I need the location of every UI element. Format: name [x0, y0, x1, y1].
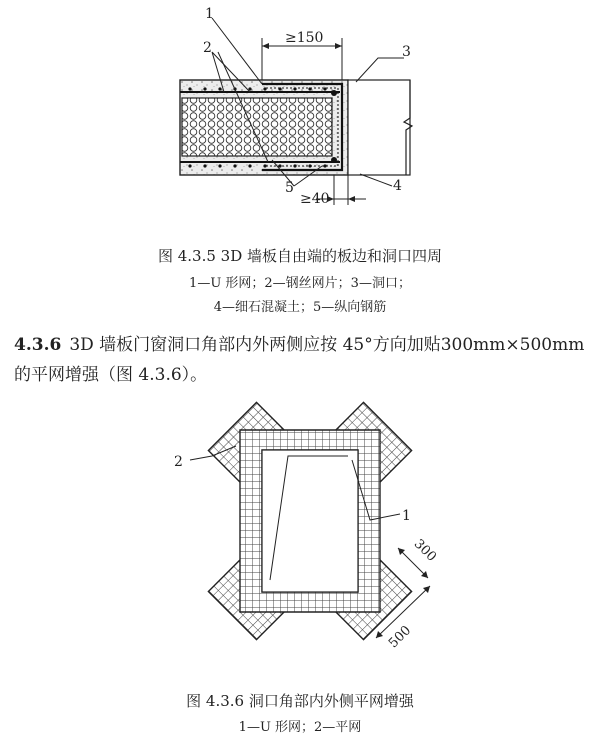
clause-4-3-6 [14, 330, 594, 390]
longitudinal-bar [331, 90, 337, 96]
callout-4: 4 [393, 178, 402, 194]
opening [348, 80, 410, 175]
callout-2: 2 [174, 454, 183, 470]
callout-2: 2 [203, 40, 212, 56]
dim-500: 500 [385, 623, 415, 652]
callout-3: 3 [402, 44, 411, 60]
longitudinal-bar [331, 157, 337, 163]
callout-1: 1 [402, 508, 411, 524]
foam-core [182, 98, 332, 156]
callout-5: 5 [285, 180, 294, 196]
figure-4-3-6 [0, 390, 600, 680]
legend-4-3-5-line1: 1—U 形网；2—钢丝网片；3—洞口； [189, 276, 411, 291]
legend-4-3-6: 1—U 形网；2—平网 [238, 720, 362, 735]
caption-4-3-5: 图 4.3.5 3D 墙板自由端的板边和洞口四周 [157, 247, 443, 265]
dim-150: ≥150 [285, 30, 324, 46]
dim-300: 300 [410, 536, 439, 565]
dim-40: ≥40 [300, 191, 330, 207]
callout-1: 1 [205, 6, 214, 22]
figure-4-3-5 [0, 0, 600, 240]
clause-text: 3D 墙板门窗洞口角部内外两侧应按 45°方向加贴300mm×500mm 的平网增强（图 4.3.6）。 [14, 335, 585, 385]
legend-4-3-5-line2: 4—细石混凝土；5—纵向钢筋 [213, 300, 387, 315]
caption-4-3-6: 图 4.3.6 洞口角部内外侧平网增强 [186, 692, 414, 710]
clause-number: 4.3.6 [14, 335, 62, 355]
